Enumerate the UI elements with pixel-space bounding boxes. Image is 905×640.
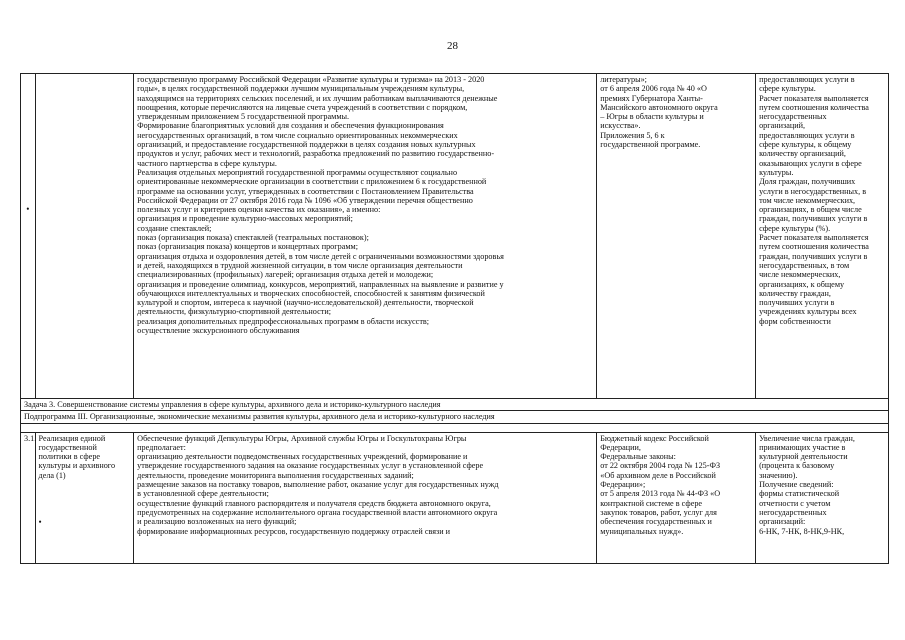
text-line: услуги в негосударственных, в xyxy=(759,186,867,196)
text-line: предполагает: xyxy=(137,442,186,452)
text-line: показ (организация показа) концертов и концертных программ; xyxy=(137,242,358,252)
spacer-cell xyxy=(21,423,889,432)
cell-name xyxy=(35,432,134,563)
spacer-row xyxy=(21,423,889,432)
text-line: находящимся на территориях сельских поселений, и их лучшим работникам выплачиваются денежные xyxy=(137,93,498,103)
text-line: сфере культуры. xyxy=(759,84,816,94)
text-line: контрактной системе в сфере xyxy=(600,498,703,508)
subprogram-heading: Подпрограмма III. Организационные, экономические механизмы развития культуры, архивного дела и историко-культурного наследия xyxy=(21,411,889,423)
text-line: поощрения, которые перечисляются на лицевые счета учреждений в соответствии с порядком, xyxy=(137,102,468,112)
text-line: граждан, получивших услуги в xyxy=(759,214,868,224)
text-line: (процента к базовому xyxy=(759,461,835,471)
cell-name xyxy=(35,74,134,399)
text-line: политики в сфере xyxy=(38,452,101,462)
text-line: культурной деятельности xyxy=(759,452,848,462)
text-line: организация и проведение культурно-массовых мероприятий; xyxy=(137,214,353,224)
cell-legal-basis xyxy=(597,432,756,563)
text-line: формирование информационных ресурсов, государственную поддержку отраслей связи и xyxy=(137,526,451,536)
bullet-mark: • xyxy=(26,204,30,214)
text-line: деятельности, физкультурно-спортивной деятельности; xyxy=(137,307,331,317)
text-line: организацию деятельности подведомственных государственных учреждений, формирование и xyxy=(137,452,468,462)
text-line: негосударственных xyxy=(759,112,827,122)
text-line: деятельности, проведение мониторинга выполнения государственных заданий; xyxy=(137,470,414,480)
text-line: Приложения 5, 6 к xyxy=(600,130,665,140)
text-line: полезных услуг и критериев оценки качества их оказания», а именно: xyxy=(137,205,381,215)
text-line: премиях Губернатора Ханты- xyxy=(600,93,703,103)
text-line: обучающихся интеллектуальных и творческих способностей, способностей к занятиям физической xyxy=(137,288,485,298)
text-line: специализированных (профильных) лагерей; организация отдыха детей и молодежи; xyxy=(137,270,434,280)
document-table xyxy=(20,73,889,564)
text-line: Получение сведений: xyxy=(759,480,834,490)
text-line: предусмотренных на содержание исполнительного органа государственной власти автономного округа xyxy=(137,507,498,517)
text-line: негосударственных xyxy=(759,507,827,517)
text-line: Доля граждан, получивших xyxy=(759,177,856,187)
text-line: искусства». xyxy=(600,121,641,131)
text-line: Федерации, xyxy=(600,442,641,452)
text-line: ориентированные некоммерческие организации в соответствии с приложением 6 к государственной xyxy=(137,177,487,187)
text-line: продуктов и услуг, рабочих мест и технологий, разработка предложений по развитию государственно- xyxy=(137,149,495,159)
text-line: годы», в целях государственной поддержки лучшим муниципальным учреждениям культуры, xyxy=(137,84,465,94)
text-line: обеспечения государственных и xyxy=(600,517,712,527)
text-line: утверждение государственного задания на оказание государственных услуг в установленной сфере xyxy=(137,461,484,471)
text-line: Расчет показателя выполняется xyxy=(759,93,869,103)
text-line: государственную программу Российской Федерации «Развитие культуры и туризма» на 2013 - 2020 xyxy=(137,75,485,84)
text-line: «Об архивном деле в Российской xyxy=(600,470,716,480)
cell-number xyxy=(21,432,36,563)
text-line: организациях, к общему xyxy=(759,279,845,289)
table-row xyxy=(21,432,889,563)
text-line: от 22 октября 2004 года № 125-ФЗ xyxy=(600,461,721,471)
text-line: отчетности с учетом xyxy=(759,498,831,508)
text-line: организациях, в общем числе xyxy=(759,205,862,215)
text-line: получивших услуги в xyxy=(759,298,835,308)
text-line: осуществление экскурсионного обслуживания xyxy=(137,326,300,336)
text-line: сфере культуры, к общему xyxy=(759,140,852,150)
table-row xyxy=(21,74,889,399)
text-line: – Югры в области культуры и xyxy=(600,112,704,122)
text-line: учреждениях культуры всех xyxy=(759,307,857,317)
text-line: Обеспечение функций Депкультуры Югры, Архивной службы Югры и Госкультохраны Югры xyxy=(137,433,467,443)
text-line: осуществление функций главного распорядителя и получателя средств бюджета автономного округа, xyxy=(137,498,491,508)
text-line: организация отдыха и оздоровления детей, в том числе детей с ограниченными возможностями здоровья xyxy=(137,251,504,261)
text-line: негосударственных организаций, в том числе социально ориентированных некоммерческих xyxy=(137,130,458,140)
text-line: Реализация единой xyxy=(38,433,106,443)
text-line: создание спектаклей; xyxy=(137,223,212,233)
text-line: в установленной сфере деятельности; xyxy=(137,489,269,499)
text-line: формы статистической xyxy=(759,489,840,499)
text-line: Формирование благоприятных условий для создания и обеспечения функционирования xyxy=(137,121,444,131)
text-line: негосударственных, в том xyxy=(759,260,850,270)
text-line: муниципальных нужд». xyxy=(600,526,684,536)
text-line: Мансийского автономного округа xyxy=(600,102,718,112)
bullet-mark: • xyxy=(38,517,42,528)
text-line: Бюджетный кодекс Российской xyxy=(600,433,709,443)
text-line: закупок товаров, работ, услуг для xyxy=(600,507,717,517)
text-line: культуры. xyxy=(759,167,794,177)
page-number: 28 xyxy=(447,40,458,52)
text-line: утвержденным приложением 5 государственной программы. xyxy=(137,112,350,122)
text-line: государственной программе. xyxy=(600,140,701,150)
cell-indicators xyxy=(756,74,889,399)
text-line: количеству организаций, xyxy=(759,149,846,159)
text-line: 6-НК, 7-НК, 8-НК,9-НК, xyxy=(759,526,845,536)
text-line: оказывающих услуги в сфере xyxy=(759,158,862,168)
text-line: литературы»; xyxy=(600,75,647,84)
text-line: Увеличение числа граждан, xyxy=(759,433,855,443)
text-line: культуры и архивного xyxy=(38,461,116,471)
text-line: Федеральные законы: xyxy=(600,452,676,462)
text-line: том числе некоммерческих, xyxy=(759,195,856,205)
text-line: культурой и спортом, интереса к научной (научно-исследовательской) деятельности, творческой xyxy=(137,298,474,308)
text-line: Расчет показателя выполняется xyxy=(759,233,869,243)
text-line: дела (1) xyxy=(38,470,66,480)
cell-main-text xyxy=(134,74,597,399)
text-line: форм собственности xyxy=(759,316,831,326)
text-line: Реализация отдельных мероприятий государственной программы осуществляют социально xyxy=(137,167,458,177)
text-line: организаций: xyxy=(759,517,806,527)
text-line: значению). xyxy=(759,470,798,480)
text-line: реализация дополнительных предпрофессиональных программ в области искусств; xyxy=(137,316,430,326)
text-line: и реализацию возложенных на него функций; xyxy=(137,517,297,527)
task-row xyxy=(21,399,889,411)
text-line: сфере культуры (%). xyxy=(759,223,831,233)
text-line: организаций, xyxy=(759,121,806,131)
text-line: показ (организация показа) спектаклей (театральных постановок); xyxy=(137,233,369,243)
task-heading: Задача 3. Совершенствование системы управления в сфере культуры, архивного дела и историко-культурного наследия xyxy=(21,399,889,411)
text-line: от 5 апреля 2013 года № 44-ФЗ «О xyxy=(600,489,721,499)
text-line: размещение заказов на поставку товаров, выполнение работ, оказание услуг для государственных нужд xyxy=(137,480,499,490)
text-line: организация и проведение олимпиад, конкурсов, мероприятий, направленных на выявление и развитие у xyxy=(137,279,504,289)
text-line: принимающих участие в xyxy=(759,442,846,452)
text-line: предоставляющих услуги в xyxy=(759,130,855,140)
text-line: Федерации»; xyxy=(600,480,646,490)
subprogram-row xyxy=(21,411,889,423)
cell-indicators xyxy=(756,432,889,563)
cell-number xyxy=(21,74,36,399)
text-line: числе некоммерческих, xyxy=(759,270,841,280)
text-line: Российской Федерации от 27 октября 2016 года № 1096 «Об утверждении перечня общественно xyxy=(137,195,473,205)
text-line: путем соотношения количества xyxy=(759,242,869,252)
text-line: от 6 апреля 2006 года № 40 «О xyxy=(600,84,707,94)
item-number: 3.1. xyxy=(24,433,37,443)
text-line: организаций, и предоставление государственной поддержки в целях создания новых культурных xyxy=(137,140,476,150)
text-line: путем соотношения количества xyxy=(759,102,869,112)
text-line: количеству граждан, xyxy=(759,288,831,298)
text-line: предоставляющих услуги в xyxy=(759,75,855,84)
text-line: государственной xyxy=(38,442,97,452)
text-line: программе на основании услуг, утвержденных в соответствии с Постановлением Правительства xyxy=(137,186,474,196)
text-line: граждан, получивших услуги в xyxy=(759,251,868,261)
text-line: и детей, находящихся в трудной жизненной ситуации, в том числе организация деятельности xyxy=(137,260,463,270)
cell-legal-basis xyxy=(597,74,756,399)
text-line: частного партнерства в сфере культуры. xyxy=(137,158,277,168)
cell-main-text xyxy=(134,432,597,563)
